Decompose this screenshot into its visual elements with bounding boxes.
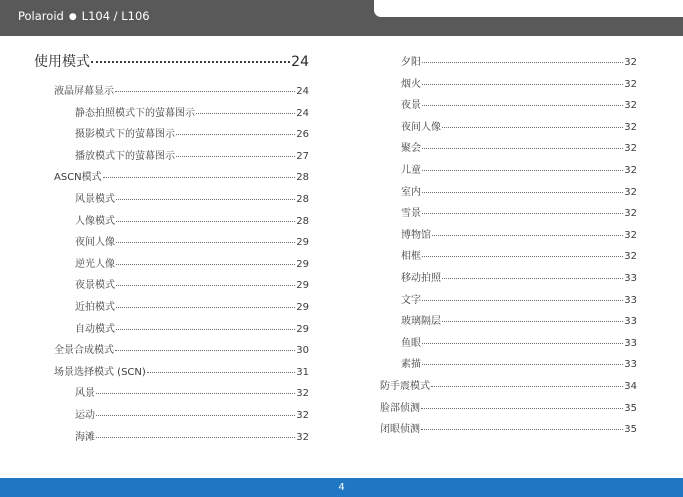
toc-entry-page: 27	[296, 150, 309, 162]
toc-entry[interactable]	[401, 204, 637, 219]
toc-entry-page: 35	[624, 402, 637, 414]
toc-entry-page: 33	[624, 337, 637, 349]
toc-entry-page: 32	[624, 78, 637, 90]
toc-entry-label: 逆光人像	[75, 258, 115, 270]
toc-entry-page: 31	[296, 366, 309, 378]
toc-entry-page: 34	[624, 381, 637, 392]
dot-leader	[442, 278, 623, 279]
model-name: L104 / L106	[81, 9, 150, 23]
toc-entry-page: 28	[296, 215, 309, 227]
toc-entry[interactable]	[380, 399, 637, 414]
dot-leader	[115, 91, 295, 92]
toc-entry-page: 32	[624, 143, 637, 155]
toc-entry[interactable]	[401, 183, 637, 198]
toc-entry-label: 自动模式	[75, 323, 115, 335]
header-title	[18, 9, 150, 23]
toc-entry-label: 移动拍照	[401, 273, 441, 284]
toc-entry-page: 30	[296, 345, 309, 357]
dot-leader	[422, 364, 623, 365]
toc-entry-label: 夕阳	[401, 57, 421, 68]
toc-entry[interactable]	[75, 190, 309, 205]
dot-leader	[196, 113, 295, 114]
toc-entry-page: 28	[296, 194, 309, 205]
toc-entry-page: 26	[296, 129, 309, 141]
dot-leader	[116, 307, 295, 308]
dot-leader	[422, 105, 623, 106]
toc-entry-label: 运动	[75, 410, 95, 421]
toc-entry-label: ASCN模式	[54, 172, 102, 184]
toc-entry-label: 播放模式下的萤幕图示	[75, 150, 175, 162]
toc-entry-label: 全景合成模式	[54, 345, 114, 357]
toc-entry-label: 夜间人像	[75, 237, 115, 249]
toc-entry-page: 32	[624, 100, 637, 112]
dot-leader	[147, 372, 295, 373]
dot-leader	[432, 235, 623, 236]
toc-entry-label: 近拍模式	[75, 302, 115, 313]
toc-entry-page: 29	[296, 323, 309, 335]
toc-entry[interactable]	[380, 420, 637, 435]
toc-entry-label: 人像模式	[75, 215, 115, 227]
toc-entry-label: 静态拍照模式下的萤幕图示	[75, 107, 195, 119]
toc-entry[interactable]	[401, 247, 637, 262]
dot-leader	[422, 213, 623, 214]
toc-entry-label: 聚会	[401, 143, 421, 155]
toc-entry[interactable]	[401, 75, 637, 90]
toc-entry[interactable]	[75, 147, 309, 162]
toc-entry-page: 29	[296, 258, 309, 270]
toc-entry[interactable]	[401, 139, 637, 154]
toc-entry-label: 海滩	[75, 431, 95, 443]
dot-leader	[422, 256, 623, 257]
page-number: 4	[338, 482, 345, 493]
dot-leader	[96, 415, 295, 416]
dot-leader	[91, 61, 290, 63]
toc-entry[interactable]	[54, 168, 309, 183]
toc-entry-page: 32	[624, 186, 637, 198]
brand-name: Polaroid	[18, 9, 64, 23]
toc-entry-label: 场景选择模式 (SCN)	[54, 366, 146, 378]
toc-entry-page: 24	[291, 54, 309, 70]
toc-entry[interactable]	[75, 212, 309, 227]
toc-entry[interactable]	[75, 298, 309, 313]
toc-entry-page: 32	[624, 208, 637, 220]
dot-leader	[116, 221, 295, 222]
toc-entry[interactable]	[75, 104, 309, 119]
dot-leader	[115, 350, 295, 351]
toc-entry[interactable]	[75, 320, 309, 335]
toc-entry[interactable]	[401, 312, 637, 327]
toc-entry[interactable]	[401, 291, 637, 306]
dot-leader	[116, 264, 295, 265]
toc-entry-label: 夜景	[401, 100, 421, 112]
toc-entry-label: 儿童	[401, 165, 421, 176]
toc-entry[interactable]	[401, 355, 637, 370]
toc-entry[interactable]	[75, 255, 309, 270]
toc-entry[interactable]	[401, 269, 637, 284]
toc-entry-page: 35	[624, 424, 637, 436]
toc-entry[interactable]	[75, 276, 309, 291]
toc-entry[interactable]	[75, 125, 309, 140]
toc-entry-label: 相框	[401, 251, 421, 263]
toc-entry-page: 33	[624, 316, 637, 328]
dot-leader	[176, 134, 295, 135]
toc-entry-page: 32	[296, 388, 309, 400]
toc-entry-label: 摄影模式下的萤幕图示	[75, 129, 175, 141]
toc-entry-label: 文字	[401, 294, 421, 306]
dot-leader	[421, 429, 623, 430]
dot-leader	[422, 84, 623, 85]
toc-entry-page: 24	[296, 86, 309, 97]
toc-entry-page: 32	[624, 251, 637, 263]
dot-leader	[422, 148, 623, 149]
separator-dot: ●	[68, 12, 77, 22]
toc-entry[interactable]	[54, 363, 309, 378]
toc-entry-label: 玻璃隔层	[401, 316, 441, 328]
toc-entry-label: 脸部侦测	[380, 402, 420, 414]
dot-leader	[422, 343, 623, 344]
dot-leader	[116, 199, 295, 200]
toc-entry-label: 风景	[75, 388, 95, 400]
toc-entry-label: 防手震模式	[380, 381, 430, 392]
toc-entry-label: 使用模式	[34, 54, 90, 70]
toc-entry-page: 32	[624, 57, 637, 68]
toc-entry-label: 闭眼侦测	[380, 424, 420, 436]
toc-entry-page: 32	[624, 121, 637, 133]
dot-leader	[421, 408, 623, 409]
dot-leader	[422, 170, 623, 171]
dot-leader	[116, 329, 295, 330]
dot-leader	[176, 156, 295, 157]
toc-entry[interactable]	[401, 226, 637, 241]
dot-leader	[422, 300, 623, 301]
dot-leader	[431, 386, 623, 387]
header-tab-shape	[374, 0, 683, 17]
toc-entry-page: 32	[296, 410, 309, 421]
dot-leader	[96, 437, 295, 438]
toc-entry[interactable]	[75, 384, 309, 399]
toc-entry[interactable]	[75, 406, 309, 421]
dot-leader	[422, 62, 623, 63]
toc-entry-label: 烟火	[401, 78, 421, 90]
toc-entry-label: 风景模式	[75, 194, 115, 205]
toc-entry-label: 雪景	[401, 208, 421, 220]
toc-entry-label: 鱼眼	[401, 337, 421, 349]
toc-entry[interactable]	[401, 161, 637, 176]
toc-entry-page: 29	[296, 302, 309, 313]
toc-entry[interactable]	[75, 233, 309, 248]
toc-entry-label: 博物馆	[401, 229, 431, 241]
toc-entry-label: 夜间人像	[401, 121, 441, 133]
toc-entry[interactable]	[401, 118, 637, 133]
toc-entry[interactable]	[401, 96, 637, 111]
toc-entry[interactable]	[34, 51, 309, 71]
toc-entry-page: 33	[624, 359, 637, 371]
toc-entry-page: 32	[296, 431, 309, 443]
toc-entry-page: 24	[296, 107, 309, 119]
toc-entry-page: 29	[296, 237, 309, 249]
toc-entry-page: 29	[296, 280, 309, 292]
toc-entry-page: 33	[624, 294, 637, 306]
footer-bar	[0, 478, 683, 497]
toc-entry[interactable]	[401, 334, 637, 349]
toc-entry-label: 素描	[401, 359, 421, 371]
toc-entry-page: 33	[624, 273, 637, 284]
toc-entry-label: 液晶屏幕显示	[54, 86, 114, 97]
toc-entry-page: 32	[624, 165, 637, 176]
dot-leader	[442, 321, 623, 322]
dot-leader	[96, 393, 295, 394]
toc-entry[interactable]	[54, 341, 309, 356]
dot-leader	[422, 192, 623, 193]
toc-entry-label: 室内	[401, 186, 421, 198]
dot-leader	[116, 285, 295, 286]
toc-entry[interactable]	[75, 428, 309, 443]
toc-entry[interactable]	[401, 53, 637, 68]
toc-entry[interactable]	[54, 82, 309, 97]
dot-leader	[103, 177, 296, 178]
dot-leader	[442, 127, 623, 128]
dot-leader	[116, 242, 295, 243]
toc-entry[interactable]	[380, 377, 637, 392]
toc-entry-label: 夜景模式	[75, 280, 115, 292]
toc-entry-page: 32	[624, 229, 637, 241]
toc-entry-page: 28	[296, 172, 309, 184]
